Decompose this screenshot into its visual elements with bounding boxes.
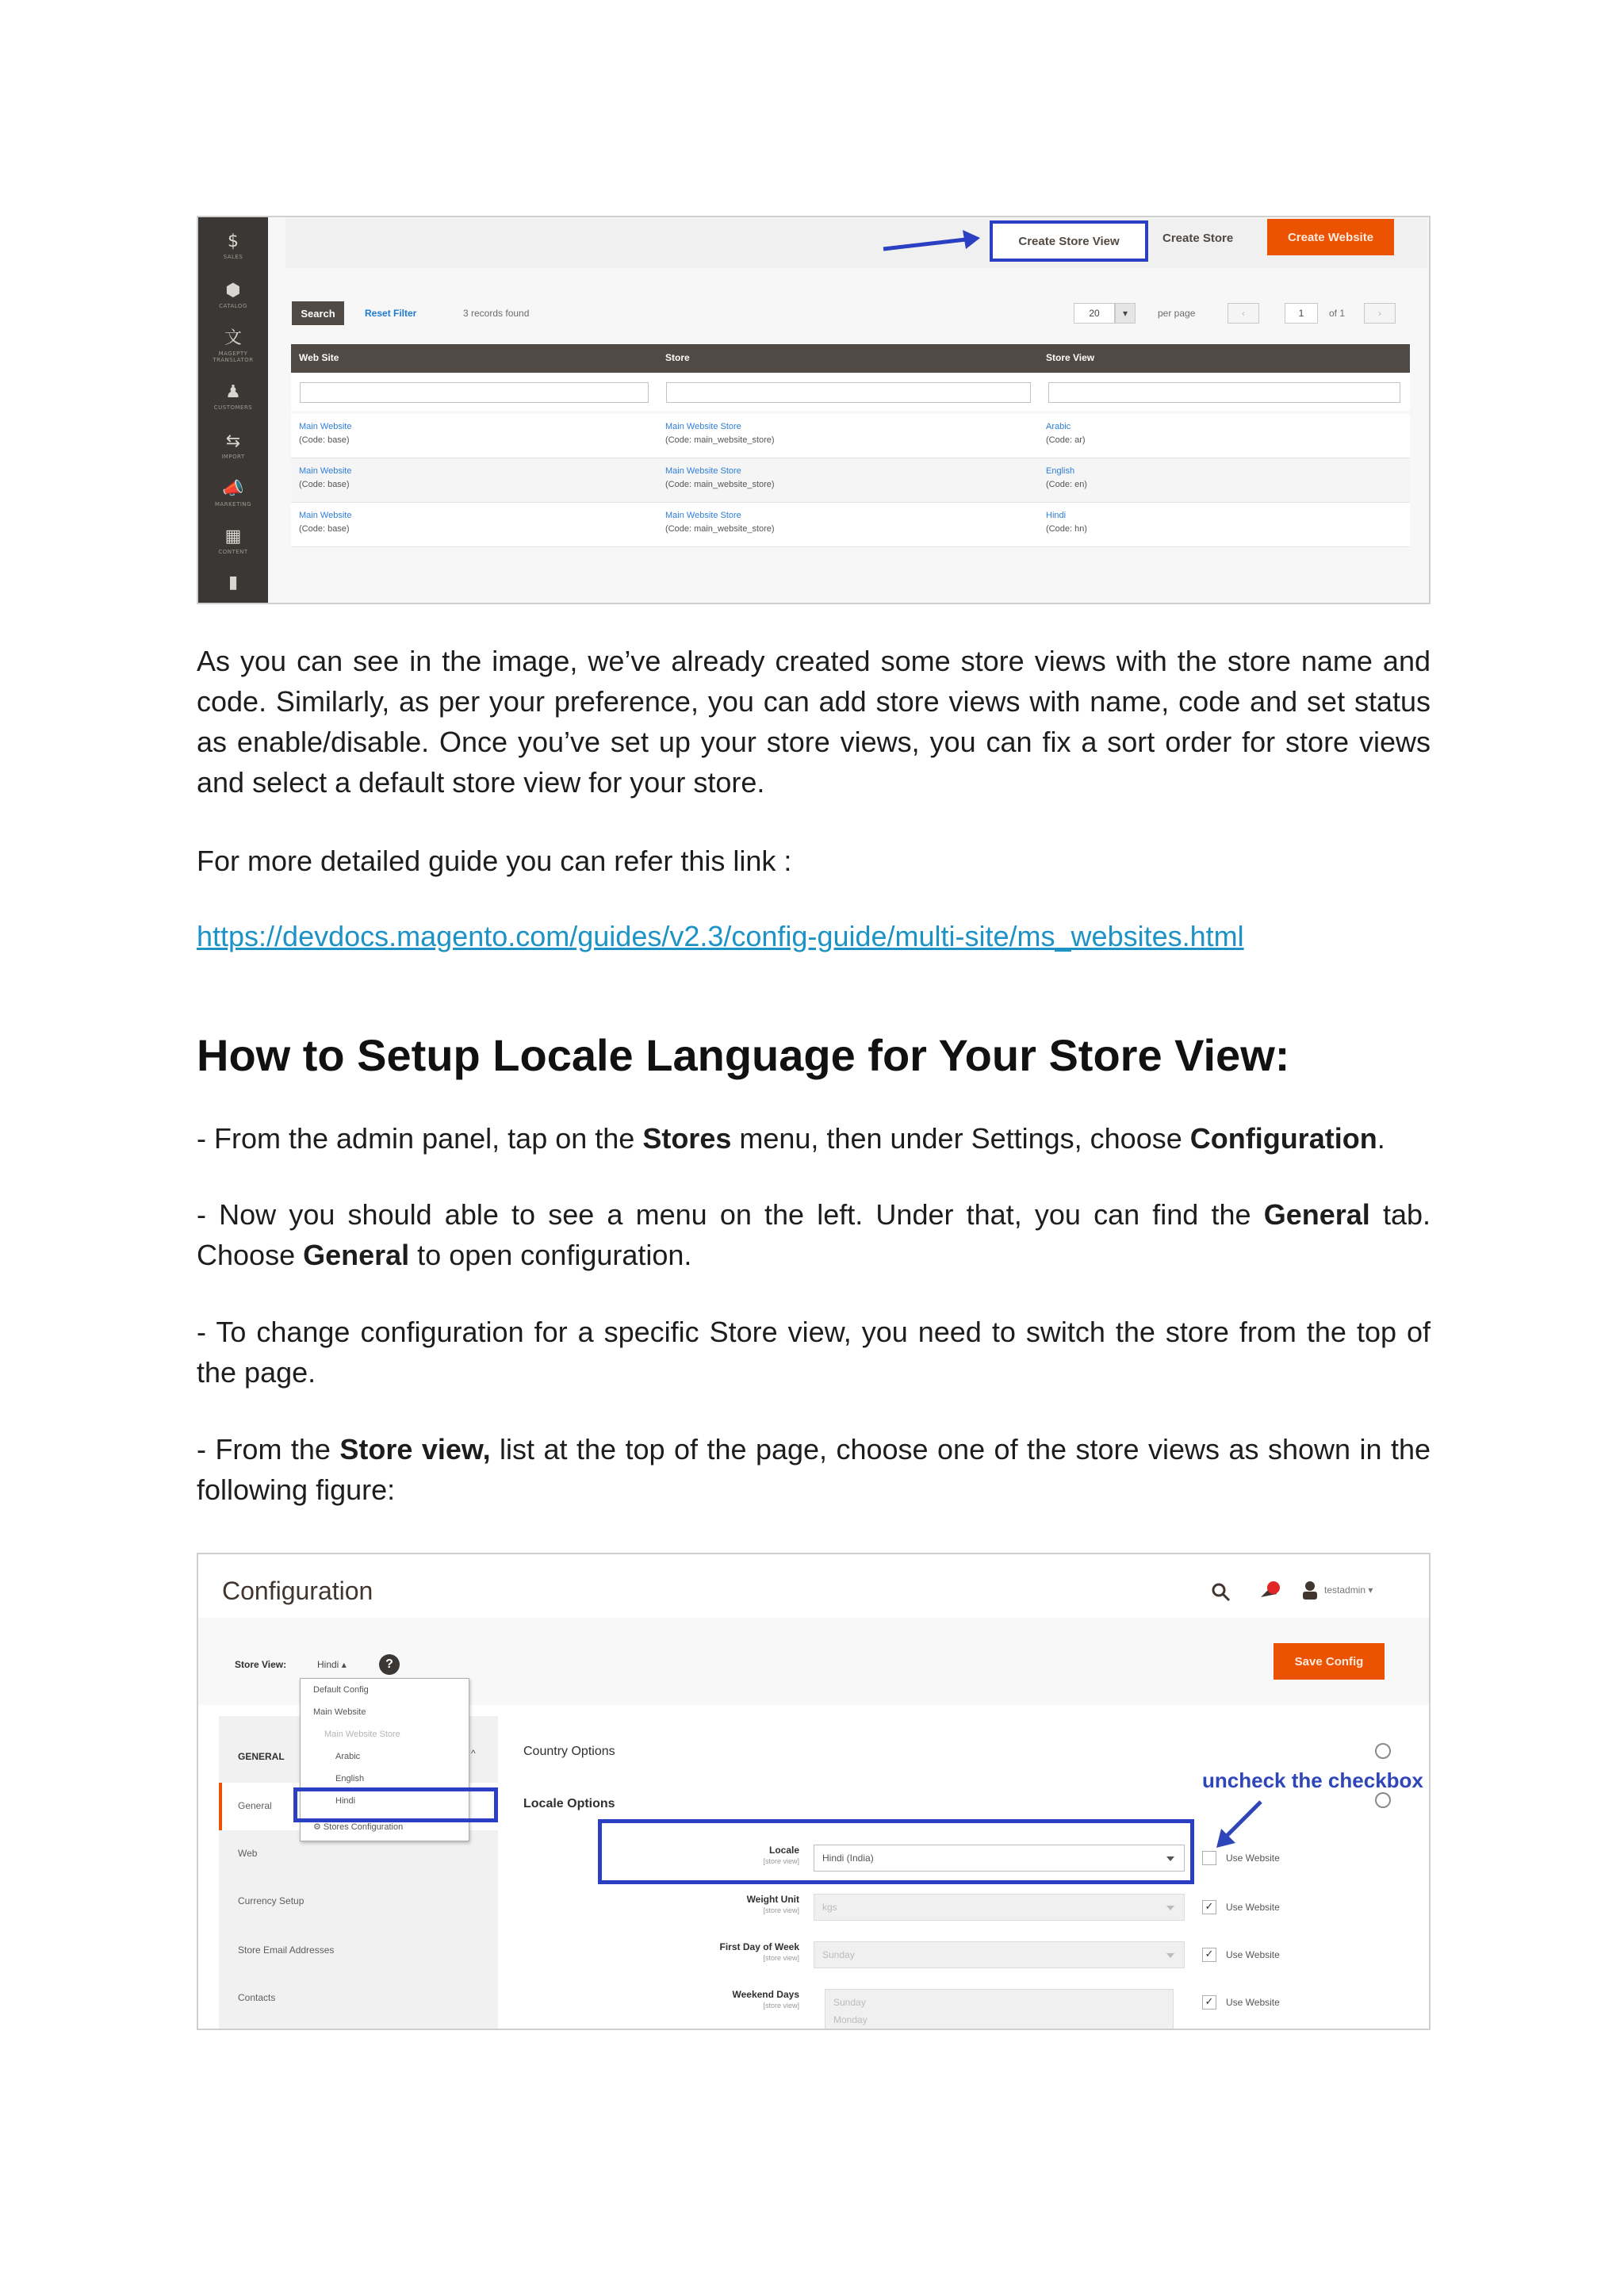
arrow-annotation-icon [1212,1797,1267,1852]
user-icon [1300,1580,1320,1600]
column-website[interactable]: Web Site [299,352,339,363]
guide-paragraph: For more detailed guide you can refer this link : [197,845,792,877]
step-4 [197,1429,1431,1510]
sidebar-item-reports[interactable] [198,573,268,593]
locale-select[interactable] [814,1845,1185,1872]
nav-header-general[interactable]: GENERAL [238,1751,285,1762]
nav-item-general[interactable]: General [238,1800,272,1811]
user-menu[interactable]: testadmin ▾ [1324,1584,1373,1596]
nav-item-contacts[interactable]: Contacts [238,1992,276,2003]
use-website-checkbox[interactable] [1202,1851,1216,1865]
nav-item-web[interactable]: Web [238,1848,258,1859]
sidebar-item-marketing[interactable] [198,479,268,508]
collapse-icon[interactable] [1375,1743,1391,1759]
website-code: (Code: base) [299,435,350,445]
website-link[interactable]: Main Website [299,511,352,520]
annotation-text: uncheck the checkbox [1202,1768,1423,1792]
marketing-icon: 📣 [222,479,244,499]
website-link[interactable]: Main Website [299,422,352,431]
use-website-label: Use Website [1226,1949,1280,1960]
dropdown-item-arabic[interactable]: Arabic [335,1752,361,1761]
use-website-label: Use Website [1226,1997,1280,2008]
create-website-button[interactable]: Create Website [1267,219,1394,255]
sidebar-item-catalog[interactable] [198,281,268,309]
per-page-value: 20 [1089,308,1100,319]
reports-icon: ▮ [228,573,239,592]
store-view-link[interactable]: English [1046,466,1075,476]
step-text: list at the top of the page, choose one of the store views as shown in the following figure: [197,1433,1431,1506]
content-icon: ▦ [224,527,242,546]
use-website-label: Use Website [1226,1852,1280,1864]
translate-icon: 文 [224,328,242,348]
step-text: - From the [197,1433,340,1466]
website-link[interactable]: Main Website [299,466,352,476]
store-view-link[interactable]: Arabic [1046,422,1071,431]
sidebar-item-sales[interactable] [198,232,268,260]
sidebar-label: CATALOG [219,303,247,309]
chevron-up-icon[interactable]: ^ [471,1748,476,1759]
step-2 [197,1194,1431,1275]
page-input[interactable] [1285,303,1318,324]
field-label-weight-unit: Weight Unit [746,1894,799,1905]
dropdown-item-hindi[interactable]: Hindi [335,1796,356,1806]
locale-value: Hindi (India) [822,1852,874,1864]
dropdown-item-label: Stores Configuration [323,1822,404,1832]
dropdown-item-english[interactable]: English [335,1774,365,1784]
nav-item-store-email[interactable]: Store Email Addresses [238,1944,335,1956]
store-view-code: (Code: ar) [1046,435,1086,445]
prev-page-button[interactable]: ‹ [1228,303,1259,324]
step-bold: General [303,1239,410,1271]
page-title: Configuration [222,1577,373,1605]
store-code: (Code: main_website_store) [665,524,775,534]
devdocs-link[interactable]: https://devdocs.magento.com/guides/v2.3/config-guide/multi-site/ms_websites.html [197,920,1244,952]
dollar-icon: $ [228,232,239,251]
chevron-down-icon[interactable]: ▾ [1115,303,1136,324]
table-row[interactable] [291,414,1410,458]
store-view-code: (Code: hn) [1046,524,1087,534]
configuration-screenshot [197,1553,1431,2030]
filter-website-input[interactable] [300,382,649,403]
sidebar-label: SALES [223,254,243,260]
step-text: - From the admin panel, tap on the [197,1122,643,1155]
store-link[interactable]: Main Website Store [665,511,741,520]
sidebar-item-customers[interactable] [198,382,268,411]
step-text: to open configuration. [409,1239,692,1271]
use-website-checkbox[interactable]: ✓ [1202,1948,1216,1962]
sidebar-item-import[interactable] [198,431,268,460]
create-store-button[interactable]: Create Store [1162,232,1234,245]
store-code: (Code: main_website_store) [665,480,775,489]
sidebar-label: IMPORT [221,454,245,460]
store-views-screenshot [197,216,1431,604]
page-of: of 1 [1329,308,1346,319]
use-website-checkbox[interactable]: ✓ [1202,1995,1216,2010]
step-bold: General [1263,1198,1370,1231]
step-bold: Configuration [1189,1122,1377,1155]
action-bar [285,219,1427,268]
first-day-select[interactable] [814,1941,1185,1968]
field-scope: [store view] [763,1906,799,1914]
records-found: 3 records found [463,308,530,319]
store-view-label: Store View: [235,1659,287,1670]
sidebar-item-content[interactable] [198,527,268,555]
catalog-icon: ⬢ [225,281,241,301]
filter-store-input[interactable] [666,382,1031,403]
store-link[interactable]: Main Website Store [665,422,741,431]
dropdown-item-stores-configuration[interactable]: ⚙ Stores Configuration [313,1822,404,1832]
country-options-section[interactable]: Country Options [523,1745,615,1758]
help-icon[interactable]: ? [379,1654,400,1675]
store-view-value: Hindi [317,1659,339,1670]
sidebar-label: CUSTOMERS [213,404,253,411]
dropdown-item-main-website[interactable]: Main Website [313,1707,366,1717]
first-day-value: Sunday [822,1949,855,1960]
expand-icon[interactable] [1375,1792,1391,1808]
per-page-label: per page [1158,308,1196,319]
sidebar-label: MAGEPTY TRANSLATOR [213,351,254,363]
search-icon[interactable] [1210,1581,1232,1603]
locale-options-section[interactable]: Locale Options [523,1797,615,1810]
field-scope: [store view] [763,1857,799,1865]
sidebar-label: MARKETING [214,501,252,508]
weekend-days-value-2: Monday [833,2014,868,2025]
store-view-switcher[interactable]: Hindi ▴ [317,1659,347,1670]
step-bold: Stores [642,1122,732,1155]
weight-unit-select[interactable] [814,1894,1185,1921]
page-value: 1 [1298,308,1304,319]
use-website-checkbox[interactable]: ✓ [1202,1900,1216,1914]
bell-icon[interactable] [1256,1578,1283,1603]
admin-sidebar [198,217,268,603]
step-text: tab. Choose [197,1198,1431,1271]
step-1 [197,1118,1442,1159]
step-bold: Store view, [339,1433,491,1466]
table-row[interactable] [291,503,1410,547]
hindi-highlight-box [293,1787,498,1822]
website-code: (Code: base) [299,480,350,489]
website-code: (Code: base) [299,524,350,534]
use-website-label: Use Website [1226,1902,1280,1913]
arrow-annotation-icon [880,225,983,257]
column-store[interactable]: Store [665,352,690,363]
section-heading: How to Setup Locale Language for Your Store View: [197,1030,1290,1080]
field-scope: [store view] [763,2002,799,2010]
step-text: - Now you should able to see a menu on the left. Under that, you can find the [197,1198,1264,1231]
weight-unit-value: kgs [822,1902,837,1913]
field-label-first-day: First Day of Week [719,1941,799,1952]
field-label-weekend-days: Weekend Days [732,1989,799,2000]
reset-filter-link[interactable]: Reset Filter [365,308,417,319]
save-config-button[interactable]: Save Config [1274,1643,1385,1680]
create-store-view-button[interactable]: Create Store View [990,220,1148,262]
dropdown-item-main-website-store: Main Website Store [324,1730,400,1739]
customer-icon: ♟ [225,382,241,402]
user-name: testadmin [1324,1584,1366,1596]
next-page-button[interactable]: › [1364,303,1396,324]
store-code: (Code: main_website_store) [665,435,775,445]
table-row[interactable] [291,458,1410,503]
grid-header [291,344,1410,373]
store-link[interactable]: Main Website Store [665,466,741,476]
column-store-view[interactable]: Store View [1046,352,1095,363]
field-scope: [store view] [763,1954,799,1962]
weekend-days-multiselect[interactable] [825,1989,1174,2030]
search-button[interactable]: Search [292,301,344,325]
dropdown-item-default-config[interactable]: Default Config [313,1685,369,1695]
nav-item-currency-setup[interactable]: Currency Setup [238,1895,304,1906]
import-icon: ⇆ [225,431,241,451]
filter-store-view-input[interactable] [1048,382,1400,403]
store-view-link[interactable]: Hindi [1046,511,1067,520]
store-view-code: (Code: en) [1046,480,1087,489]
sidebar-label: CONTENT [218,549,248,555]
sidebar-item-translator[interactable] [198,328,268,363]
per-page-select[interactable] [1074,303,1115,324]
step-3: - To change configuration for a specific Store view, you need to switch the store from the top of the page. [197,1316,1431,1389]
step-text: . [1377,1122,1385,1155]
field-label-locale: Locale [768,1845,799,1856]
weekend-days-value: Sunday [833,1997,866,2008]
step-text: menu, then under Settings, choose [731,1122,1190,1155]
intro-paragraph: As you can see in the image, we’ve already created some store views with the store name and code. Similarly, as per your preference, you can add store views with name, code and set status as enable/disable. Once you’ve set up your store views, you can fix a sort order for store views and select a default store view for your store. [197,645,1431,799]
